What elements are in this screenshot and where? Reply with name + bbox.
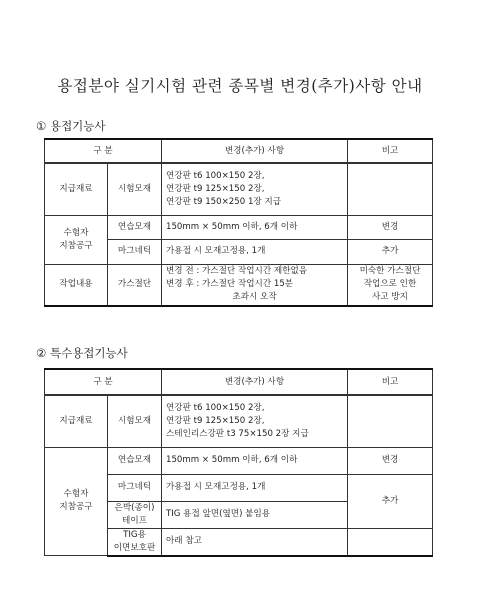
row-note <box>348 395 433 447</box>
table-welding <box>44 138 433 307</box>
table-row <box>45 264 433 306</box>
header-category: 구 분 <box>45 369 162 395</box>
row-change: 150mm × 50mm 이하, 6개 이하 <box>162 215 348 239</box>
row-item: 연습모재 <box>108 215 162 239</box>
change-line: 스테인리스강판 t3 75×150 2장 지급 <box>166 428 309 439</box>
change-line: 연강판 t9 125×150 2장, <box>166 183 265 194</box>
row-item: 시험모재 <box>108 163 162 215</box>
row-note: 추가 <box>348 474 433 528</box>
row-change: 가용접 시 모재고정용, 1개 <box>162 474 348 501</box>
row-item: 연습모재 <box>108 447 162 474</box>
row-item <box>108 528 162 556</box>
row-item <box>108 501 162 528</box>
row-item: 시험모재 <box>108 395 162 447</box>
row-change <box>162 264 348 306</box>
change-line: 변경 전 : 가스절단 작업시간 제한없음 <box>166 266 308 277</box>
change-line: 연강판 t9 125×150 2장, <box>166 415 265 426</box>
section-heading-special-welding: ② 특수용접기능사 <box>36 346 128 360</box>
row-item: 마그네틱 <box>108 239 162 264</box>
table-row <box>45 163 433 215</box>
group-line: 지참공구 <box>59 240 93 251</box>
note-line: 미숙한 가스절단 <box>359 266 421 277</box>
row-group: 지급재료 <box>45 395 108 447</box>
row-change: TIG 용접 앞면(옆면) 붙임용 <box>162 501 348 528</box>
row-change: 가용접 시 모재고정용, 1개 <box>162 239 348 264</box>
table-row <box>45 395 433 447</box>
header-note: 비고 <box>348 139 433 163</box>
change-line: 연강판 t9 150×250 1장 지급 <box>166 196 282 207</box>
row-group: 작업내용 <box>45 264 108 306</box>
row-group <box>45 447 108 556</box>
row-note <box>348 528 433 556</box>
table-header-row <box>45 369 433 395</box>
row-group: 지급재료 <box>45 163 108 215</box>
change-line: 변경 후 : 가스절단 작업시간 15분 <box>166 279 294 290</box>
row-note: 변경 <box>348 215 433 239</box>
change-line: 초과시 오작 <box>232 292 277 303</box>
row-item: 가스절단 <box>108 264 162 306</box>
item-line: 테이프 <box>122 515 147 526</box>
item-line: TIG용 <box>123 529 146 540</box>
table-row <box>45 215 433 239</box>
table-row <box>45 447 433 474</box>
row-change: 아래 참고 <box>162 528 348 556</box>
header-change: 변경(추가) 사항 <box>162 369 348 395</box>
group-line: 지참공구 <box>59 502 93 513</box>
header-category: 구 분 <box>45 139 162 163</box>
page-title: 용접분야 실기시험 관련 종목별 변경(추가)사항 안내 <box>57 77 423 95</box>
group-line: 수험자 <box>63 227 89 238</box>
item-line: 은박(종이) <box>114 502 155 513</box>
row-change <box>162 395 348 447</box>
row-group <box>45 215 108 264</box>
section-heading-welding: ① 용접기능사 <box>36 119 106 133</box>
row-change <box>162 163 348 215</box>
row-note <box>348 264 433 306</box>
group-line: 수험자 <box>63 489 89 500</box>
note-line: 작업으로 인한 <box>363 279 417 290</box>
row-note <box>348 163 433 215</box>
row-item: 마그네틱 <box>108 474 162 501</box>
table-special-welding <box>44 368 433 557</box>
header-change: 변경(추가) 사항 <box>162 139 348 163</box>
row-note: 변경 <box>348 447 433 474</box>
note-line: 사고 방지 <box>372 292 408 303</box>
row-change: 150mm × 50mm 이하, 6개 이하 <box>162 447 348 474</box>
change-line: 연강판 t6 100×150 2장, <box>166 170 265 181</box>
row-note: 추가 <box>348 239 433 264</box>
change-line: 연강판 t6 100×150 2장, <box>166 402 265 413</box>
item-line: 이면보호판 <box>113 542 156 553</box>
table-header-row <box>45 139 433 163</box>
header-note: 비고 <box>348 369 433 395</box>
